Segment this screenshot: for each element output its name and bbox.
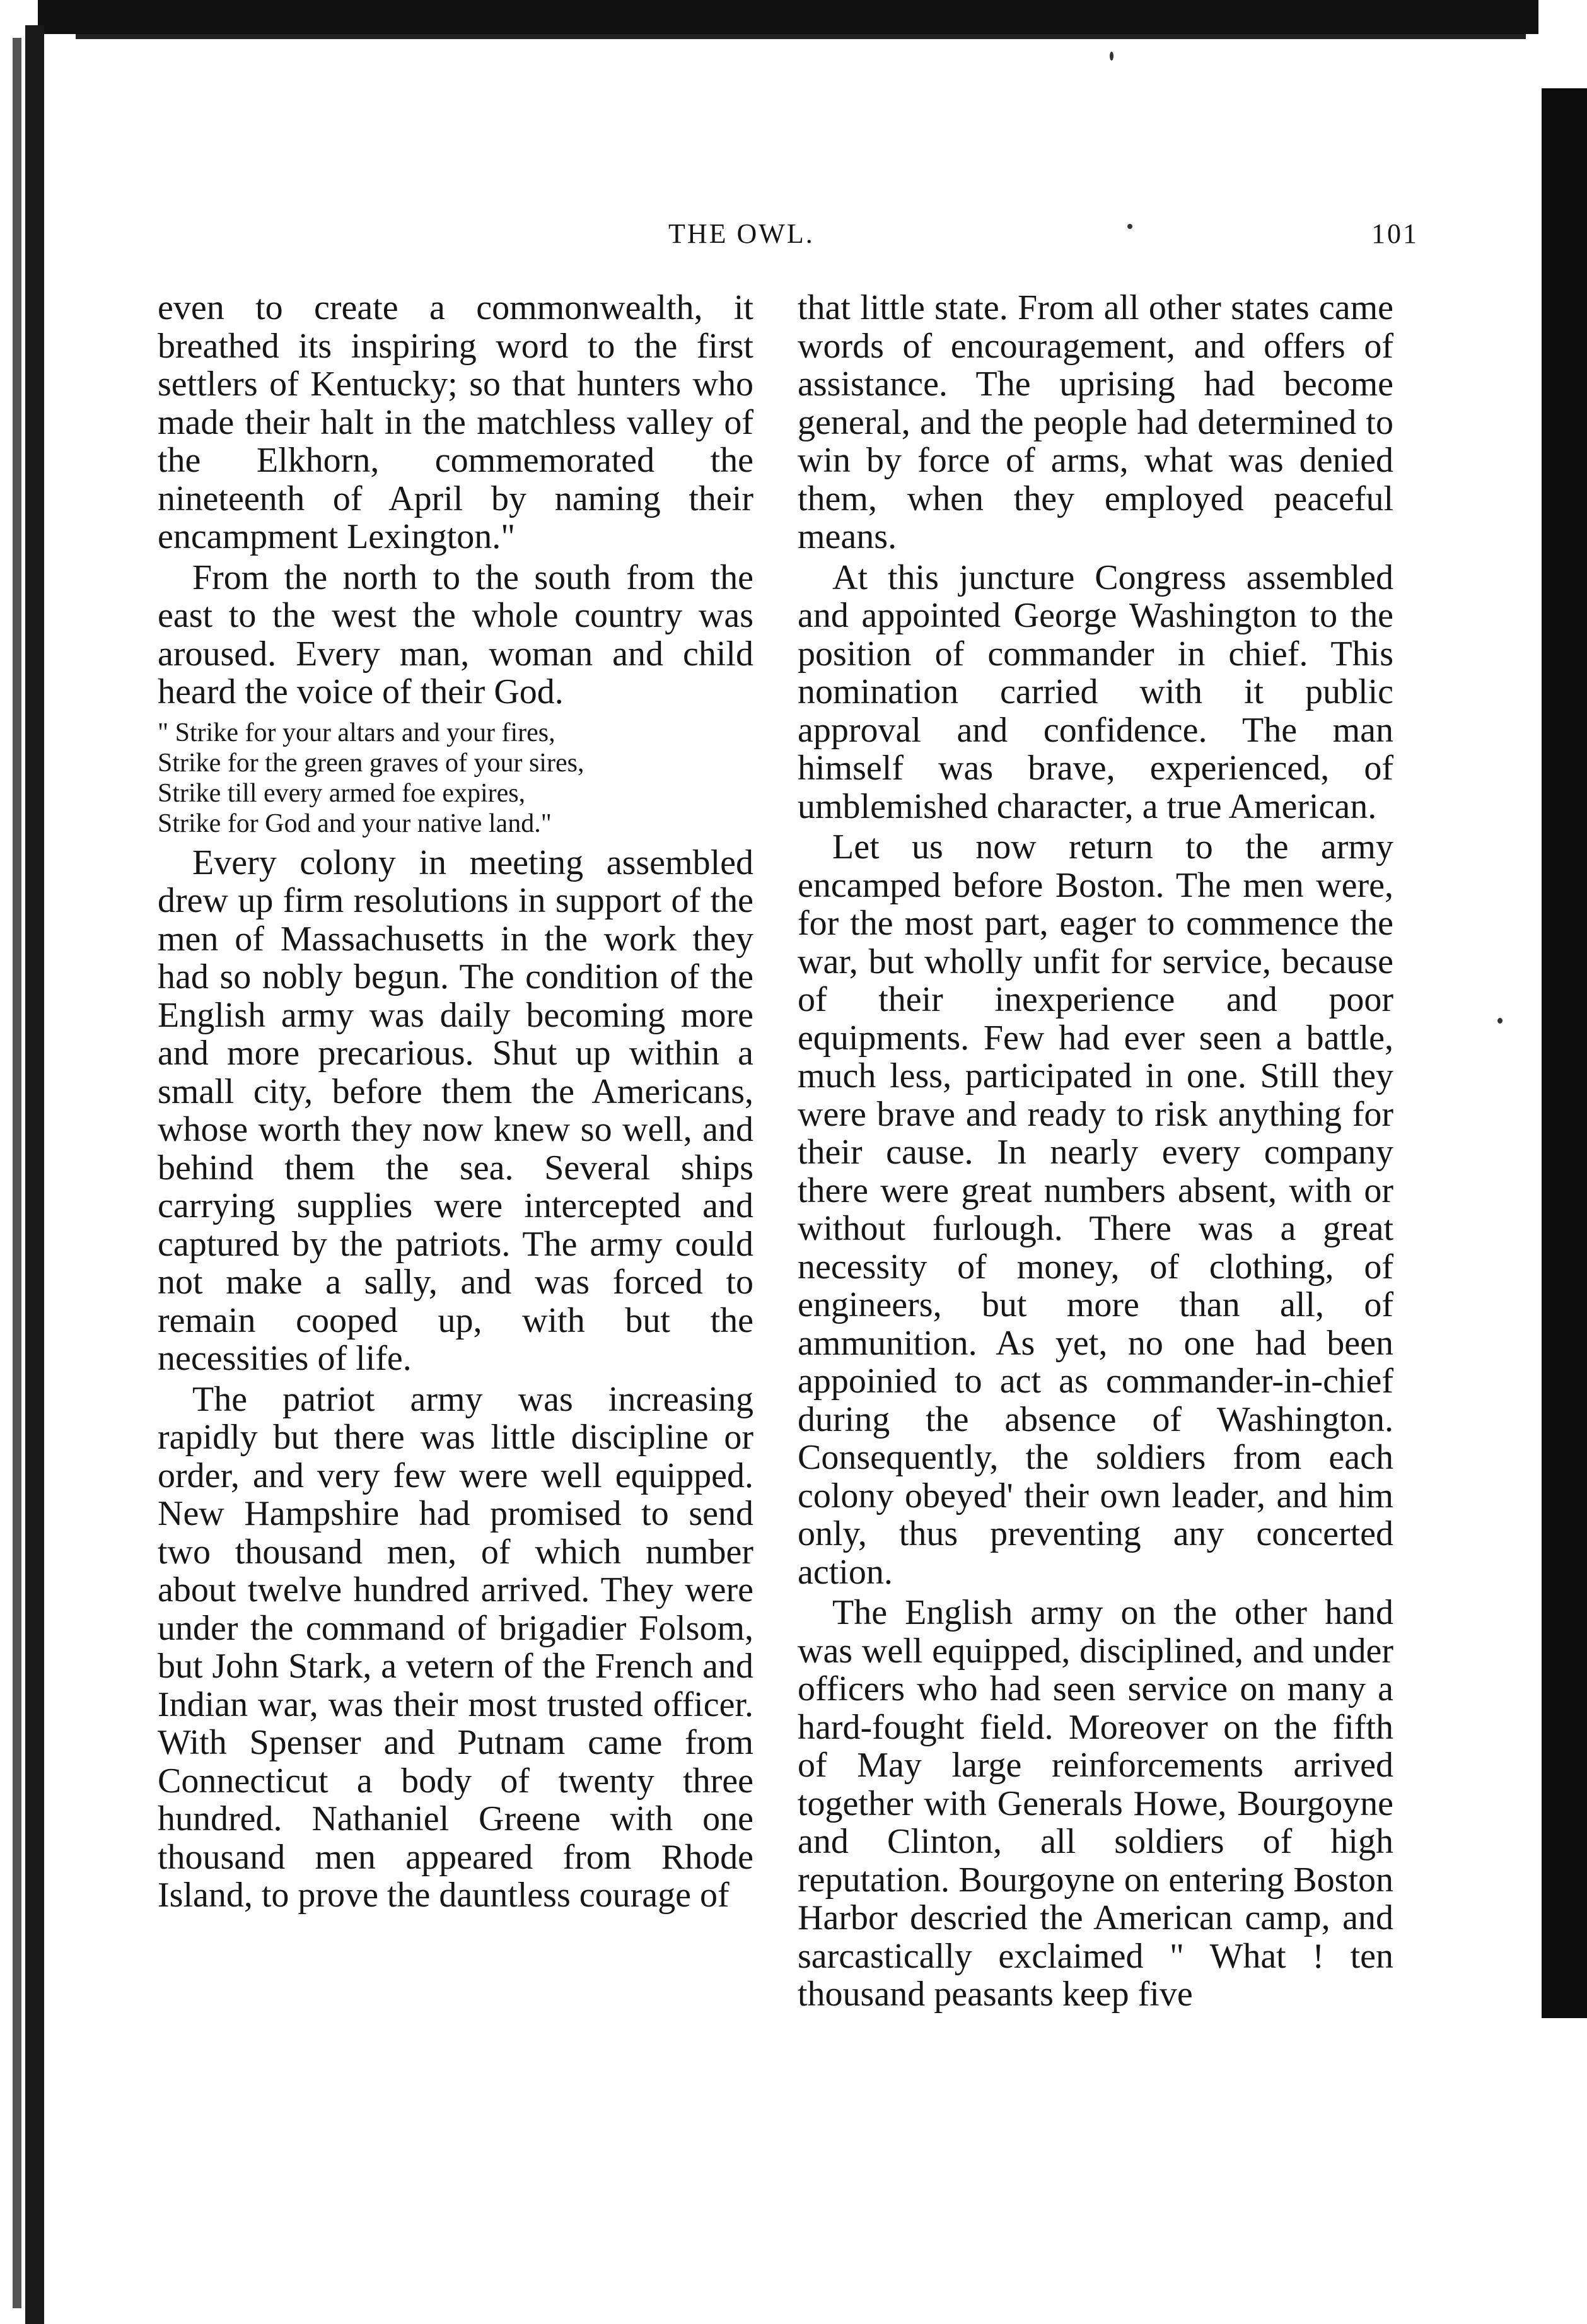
verse-line: Strike for the green graves of your sires, xyxy=(158,748,584,778)
verse-quote xyxy=(158,718,753,839)
paragraph: even to create a commonwealth, it breathed its inspiring word to the first settlers of Kentucky; so that hunters who made their halt in the matchless valley of the Elkhorn, commemorated the nineteenth of April by naming their encampment Lexington." xyxy=(158,288,753,556)
verse-line: Strike for God and your native land." xyxy=(158,809,552,838)
left-column xyxy=(158,289,753,1915)
scan-speck xyxy=(1110,52,1113,61)
paragraph: Every colony in meeting assembled drew up firm resolutions in support of the men of Massachusetts in the work they had so nobly begun. The condition of the English army was daily becoming more and more precarious. Shut up within a small city, before them the Americans, whose worth they now knew so well, and behind them the sea. Several ships carrying supplies were intercepted and captured by the patriots. The army could not make a sally, and was forced to remain cooped up, with but the necessities of life. xyxy=(158,843,753,1378)
paragraph: The patriot army was increasing rapidly but there was little discipline or order, and very few were well equipped. New Hampshire had promised to send two thousand men, of which number about twelve hundred arrived. They were under the command of brigadier Folsom, but John Stark, a vetern of the French and Indian war, was their most trusted officer. With Spenser and Putnam came from Connecticut a body of twenty three hundred. Nathaniel Greene with one thousand men appeared from Rhode Island, to prove the dauntless courage of xyxy=(158,1379,753,1915)
page-number: 101 xyxy=(1371,218,1419,249)
scan-right-edge xyxy=(1542,88,1587,2018)
scan-top-edge-shadow xyxy=(76,34,1526,39)
paragraph: The English army on the other hand was well equipped, disciplined, and under officers who had seen service on many a hard-fought field. Moreover on the fifth of May large reinforcements arrived together with Generals Howe, Bourgoyne and Clinton, all soldiers of high reputation. Bourgoyne on entering Boston Harbor descried the American camp, and sarcastically exclaimed " What ! ten thousand peasants keep five xyxy=(798,1593,1393,2014)
paragraph: At this juncture Congress assembled and appointed George Washington to the position of commander in chief. This nomination carried with it public approval and confidence. The man himself was brave, experienced, of umblemished character, a true American. xyxy=(798,558,1393,826)
scan-left-edge-shadow xyxy=(13,38,21,2308)
right-column xyxy=(798,289,1393,2014)
scan-speck xyxy=(1127,224,1132,229)
paragraph: From the north to the south from the east to the west the whole country was aroused. Every man, woman and child heard the voice of their God. xyxy=(158,558,753,711)
verse-line: Strike till every armed foe expires, xyxy=(158,778,526,808)
verse-line: " Strike for your altars and your fires, xyxy=(158,718,555,747)
paragraph: that little state. From all other states came words of encouragement, and offers of assistance. The uprising had become general, and the people had determined to win by force of arms, what was denied them, when they employed peaceful means. xyxy=(798,288,1393,556)
scan-speck xyxy=(1497,1018,1503,1024)
running-head: THE OWL. xyxy=(668,218,815,249)
paragraph: Let us now return to the army encamped before Boston. The men were, for the most part, eager to commence the war, but wholly unfit for service, because of their inexperience and poor equipments. Few had ever seen a battle, much less, participated in one. Still they were brave and ready to risk anything for their cause. In nearly every company there were great numbers absent, with or without furlough. There was a great necessity of money, of clothing, of engineers, but more than all, of ammunition. As yet, no one had been appoinied to act as commander-in-chief during the absence of Washington. Consequently, the soldiers from each colony obeyed' their own leader, and him only, thus preventing any concerted action. xyxy=(798,827,1393,1592)
scan-top-edge xyxy=(38,0,1538,34)
scan-left-edge xyxy=(25,25,44,2324)
